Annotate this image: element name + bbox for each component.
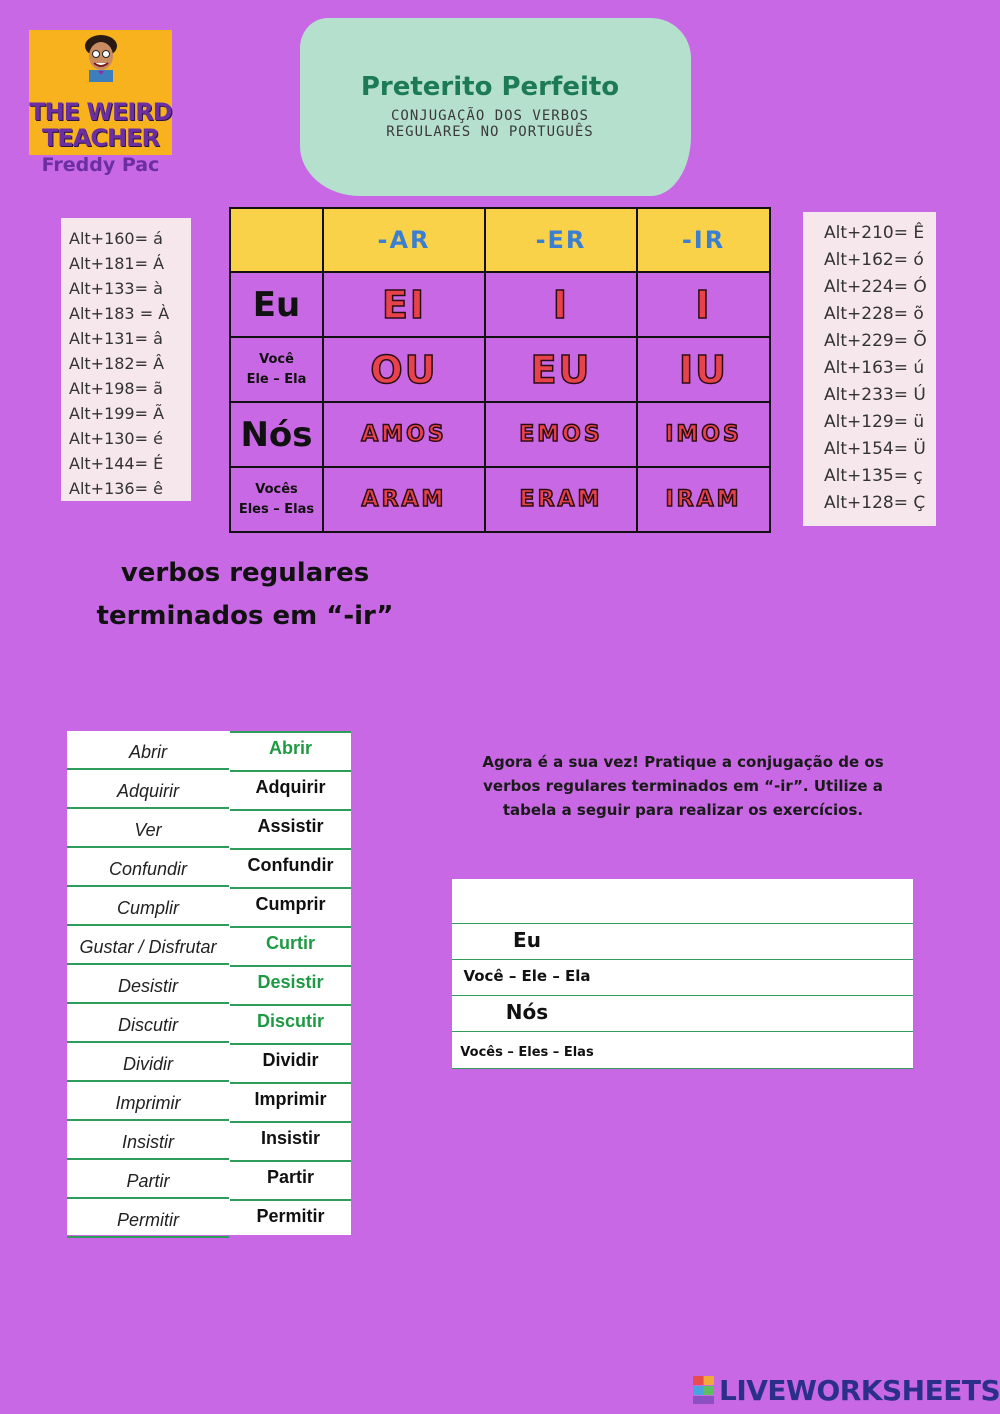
brand-name: LIVEWORKSHEETS bbox=[719, 1374, 1000, 1407]
title-card bbox=[300, 18, 691, 196]
ending-cell: IU bbox=[637, 337, 770, 402]
alt-code: Alt+133= à bbox=[69, 279, 163, 298]
header-ar: -AR bbox=[323, 208, 485, 272]
page-title: Preterito Perfeito bbox=[360, 72, 620, 102]
verb-portuguese: Assistir bbox=[230, 809, 351, 848]
ending-cell: EMOS bbox=[485, 402, 637, 467]
ending-cell: AMOS bbox=[323, 402, 485, 467]
conjugation-row-eu bbox=[230, 272, 770, 337]
list-item bbox=[67, 887, 351, 926]
alt-code: Alt+154= Ü bbox=[824, 439, 926, 459]
subtitle-line-2: REGULARES NO PORTUGUÊS bbox=[386, 124, 594, 140]
list-item bbox=[67, 1004, 351, 1043]
verb-spanish: Cumplir bbox=[67, 887, 229, 926]
alt-code: Alt+199= Ã bbox=[69, 404, 165, 423]
verb-spanish: Imprimir bbox=[67, 1082, 229, 1121]
verb-portuguese: Partir bbox=[230, 1160, 351, 1199]
list-item bbox=[67, 809, 351, 848]
alt-code: Alt+163= ú bbox=[824, 358, 925, 378]
practice-row-label: Nós bbox=[505, 1000, 549, 1024]
alt-code: Alt+162= ó bbox=[824, 250, 924, 270]
verb-portuguese: Cumprir bbox=[230, 887, 351, 926]
list-item bbox=[67, 731, 351, 770]
verb-portuguese: Imprimir bbox=[230, 1082, 351, 1121]
alt-code: Alt+144= É bbox=[69, 454, 164, 473]
logo-line-2: TEACHER bbox=[42, 124, 159, 152]
verb-portuguese: Adquirir bbox=[230, 770, 351, 809]
verb-spanish: Adquirir bbox=[67, 770, 229, 809]
alt-code: Alt+130= é bbox=[69, 429, 163, 448]
verb-portuguese: Discutir bbox=[230, 1004, 351, 1043]
footer-brand bbox=[693, 1374, 1000, 1408]
alt-code: Alt+135= ç bbox=[824, 466, 923, 486]
section-title bbox=[60, 552, 430, 638]
list-item bbox=[67, 1199, 351, 1238]
alt-code: Alt+128= Ç bbox=[824, 493, 926, 513]
alt-codes-right bbox=[803, 212, 936, 526]
alt-code: Alt+229= Õ bbox=[824, 331, 927, 351]
list-item bbox=[67, 770, 351, 809]
alt-code: Alt+210= Ê bbox=[824, 223, 925, 243]
list-item bbox=[67, 1160, 351, 1199]
verb-spanish: Confundir bbox=[67, 848, 229, 887]
verb-spanish: Dividir bbox=[67, 1043, 229, 1082]
list-item bbox=[67, 926, 351, 965]
list-item bbox=[67, 1043, 351, 1082]
verb-portuguese: Dividir bbox=[230, 1043, 351, 1082]
conjugation-header-row bbox=[230, 208, 770, 272]
alt-codes-left bbox=[61, 218, 191, 501]
verb-spanish: Ver bbox=[67, 809, 229, 848]
list-item bbox=[67, 1121, 351, 1160]
verb-portuguese: Curtir bbox=[230, 926, 351, 965]
alt-code: Alt+160= á bbox=[69, 229, 163, 248]
header-ir: -IR bbox=[637, 208, 770, 272]
verb-portuguese: Abrir bbox=[230, 731, 351, 770]
section-title-line-1: verbos regulares bbox=[120, 558, 370, 588]
ending-cell: I bbox=[637, 272, 770, 337]
verb-portuguese: Permitir bbox=[230, 1199, 351, 1238]
alt-code: Alt+136= ê bbox=[69, 479, 163, 498]
header-empty-cell bbox=[230, 208, 323, 272]
logo bbox=[29, 30, 172, 155]
pronoun-cell: Eu bbox=[230, 272, 323, 337]
ending-cell: ERAM bbox=[485, 467, 637, 532]
alt-code: Alt+233= Ú bbox=[824, 385, 926, 405]
practice-row-voce[interactable] bbox=[452, 960, 913, 996]
conjugation-table bbox=[229, 207, 771, 533]
list-item bbox=[67, 965, 351, 1004]
pronoun-cell: Você Ele – Ela bbox=[230, 337, 323, 402]
verb-portuguese: Insistir bbox=[230, 1121, 351, 1160]
alt-code: Alt+131= â bbox=[69, 329, 163, 348]
alt-code: Alt+182= Â bbox=[69, 354, 165, 373]
verb-list bbox=[67, 731, 351, 1235]
verb-portuguese: Confundir bbox=[230, 848, 351, 887]
logo-line-1: THE WEIRD bbox=[29, 98, 172, 126]
alt-code: Alt+198= ã bbox=[69, 379, 163, 398]
pronoun-cell: Nós bbox=[230, 402, 323, 467]
logo-subtitle: Freddy Pac bbox=[41, 154, 160, 176]
header-er: -ER bbox=[485, 208, 637, 272]
conjugation-row-voces bbox=[230, 467, 770, 532]
verb-spanish: Insistir bbox=[67, 1121, 229, 1160]
ending-cell: OU bbox=[323, 337, 485, 402]
section-title-line-2: terminados em “-ir” bbox=[96, 601, 394, 631]
instructions-text: Agora é a sua vez! Pratique a conjugação de os verbos regulares terminados em “-ir”. Utilize a tabela a seguir para realizar os exercícios. bbox=[482, 753, 884, 819]
practice-row-nos[interactable] bbox=[452, 996, 913, 1032]
practice-header-row[interactable] bbox=[452, 879, 913, 924]
verb-spanish: Partir bbox=[67, 1160, 229, 1199]
practice-row-label: Eu bbox=[513, 928, 541, 952]
practice-table bbox=[452, 879, 913, 1069]
alt-code: Alt+183 = À bbox=[69, 304, 170, 323]
verb-spanish: Abrir bbox=[67, 731, 229, 770]
page-subtitle bbox=[300, 108, 680, 140]
liveworksheets-logo-icon bbox=[693, 1376, 715, 1404]
practice-row-label: Você – Ele – Ela bbox=[463, 967, 591, 985]
ending-cell: EU bbox=[485, 337, 637, 402]
verb-spanish: Gustar / Disfrutar bbox=[67, 926, 229, 965]
practice-row-eu[interactable] bbox=[452, 924, 913, 960]
verb-spanish: Desistir bbox=[67, 965, 229, 1004]
conjugation-row-voce bbox=[230, 337, 770, 402]
verb-spanish: Permitir bbox=[67, 1199, 229, 1238]
alt-code: Alt+181= Á bbox=[69, 254, 165, 273]
subtitle-line-1: CONJUGAÇÃO DOS VERBOS bbox=[390, 108, 589, 124]
list-item bbox=[67, 1082, 351, 1121]
list-item bbox=[67, 848, 351, 887]
pronoun-cell: Vocês Eles – Elas bbox=[230, 467, 323, 532]
verb-portuguese: Desistir bbox=[230, 965, 351, 1004]
alt-code: Alt+224= Ó bbox=[824, 277, 927, 297]
alt-code: Alt+228= õ bbox=[824, 304, 924, 324]
teacher-avatar-icon bbox=[81, 34, 121, 82]
practice-row-voces[interactable] bbox=[452, 1032, 913, 1069]
verb-spanish: Discutir bbox=[67, 1004, 229, 1043]
ending-cell: IRAM bbox=[637, 467, 770, 532]
ending-cell: IMOS bbox=[637, 402, 770, 467]
conjugation-row-nos bbox=[230, 402, 770, 467]
ending-cell: ARAM bbox=[323, 467, 485, 532]
alt-code: Alt+129= ü bbox=[824, 412, 925, 432]
ending-cell: I bbox=[485, 272, 637, 337]
practice-row-label: Vocês – Eles – Elas bbox=[460, 1045, 594, 1060]
ending-cell: EI bbox=[323, 272, 485, 337]
